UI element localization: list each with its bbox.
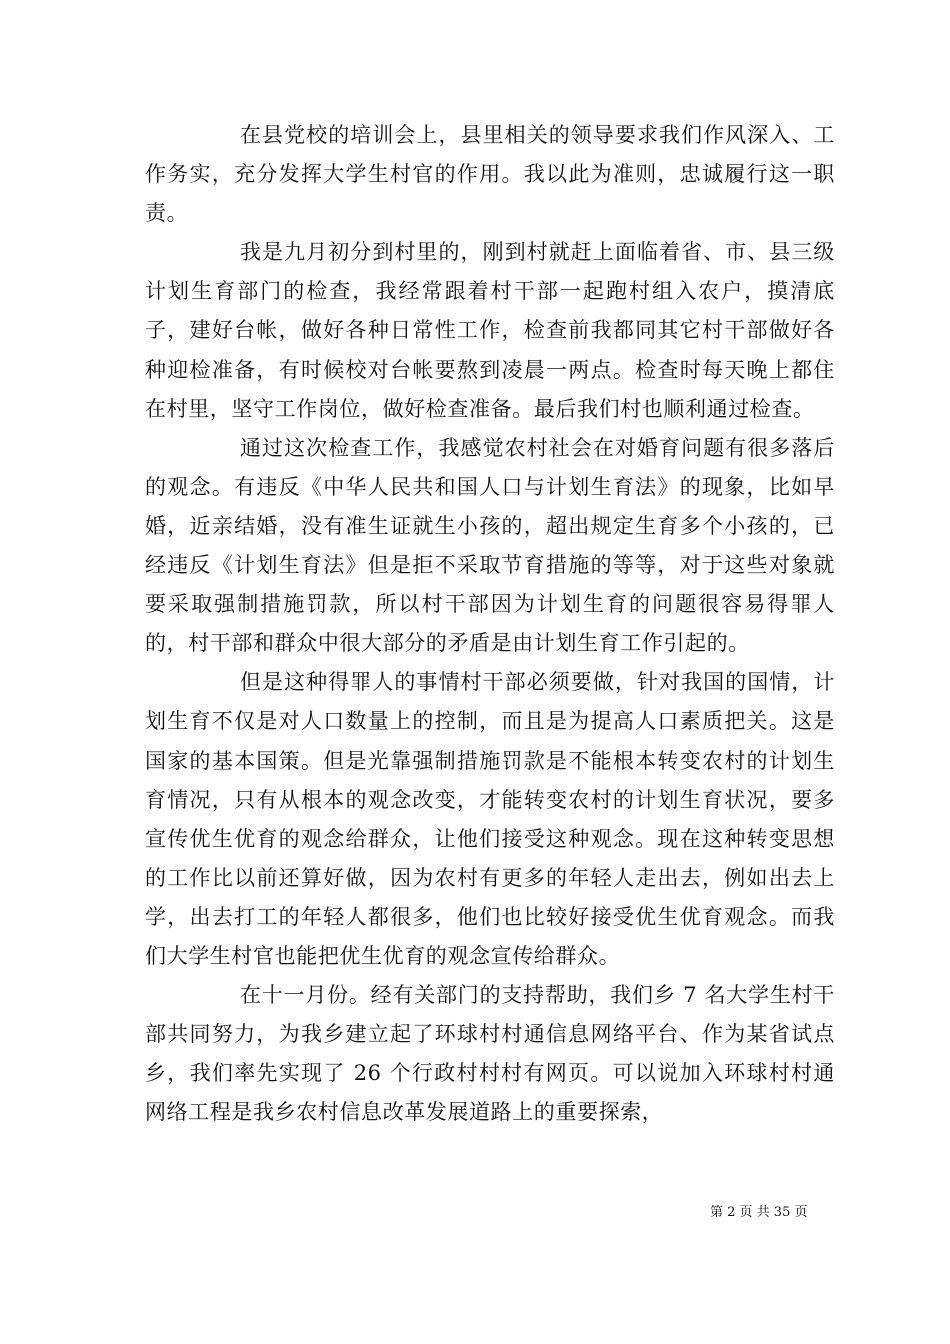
paragraph-2: 我是九月初分到村里的，刚到村就赶上面临着省、市、县三级计划生育部门的检查，我经常跟着村干部一起跑村组入农户，摸清底子，建好台帐，做好各种日常性工作，检查前我都同其它村干部做好各种迎检准备，有时候校对台帐要熬到凌晨一两点。检查时每天晚上都住在村里，坚守工作岗位，做好检查准备。最后我们村也顺利通过检查。 <box>145 240 835 421</box>
paragraph-5: 在十一月份。经有关部门的支持帮助，我们乡 7 名大学生村干部共同努力，为我乡建立起了环球村村通信息网络平台、作为某省试点乡，我们率先实现了 26 个行政村村村有网页。可以说加入环球村村通网络工程是我乡农村信息改革发展道路上的重要探索， <box>145 983 835 1125</box>
document-body <box>145 116 835 1132</box>
paragraph-3: 通过这次检查工作，我感觉农村社会在对婚育问题有很多落后的观念。有违反《中华人民共和国人口与计划生育法》的现象，比如早婚，近亲结婚，没有准生证就生小孩的，超出规定生育多个小孩的，已经违反《计划生育法》但是拒不采取节育措施的等等，对于这些对象就要采取强制措施罚款，所以村干部因为计划生育的问题很容易得罪人的，村干部和群众中很大部分的矛盾是由计划生育工作引起的。 <box>145 435 835 656</box>
page-number-footer: 第 2 页 共 35 页 <box>710 1205 808 1220</box>
paragraph-4: 但是这种得罪人的事情村干部必须要做，针对我国的国情，计划生育不仅是对人口数量上的控制，而且是为提高人口素质把关。这是国家的基本国策。但是光靠强制措施罚款是不能根本转变农村的计划生育情况，只有从根本的观念改变，才能转变农村的计划生育状况，要多宣传优生优育的观念给群众，让他们接受这种观念。现在这种转变思想的工作比以前还算好做，因为农村有更多的年轻人走出去，例如出去上学，出去打工的年轻人都很多，他们也比较好接受优生优育观念。而我们大学生村官也能把优生优育的观念宣传给群众。 <box>145 670 835 968</box>
paragraph-1: 在县党校的培训会上，县里相关的领导要求我们作风深入、工作务实，充分发挥大学生村官的作用。我以此为准则，忠诚履行这一职责。 <box>145 123 835 226</box>
